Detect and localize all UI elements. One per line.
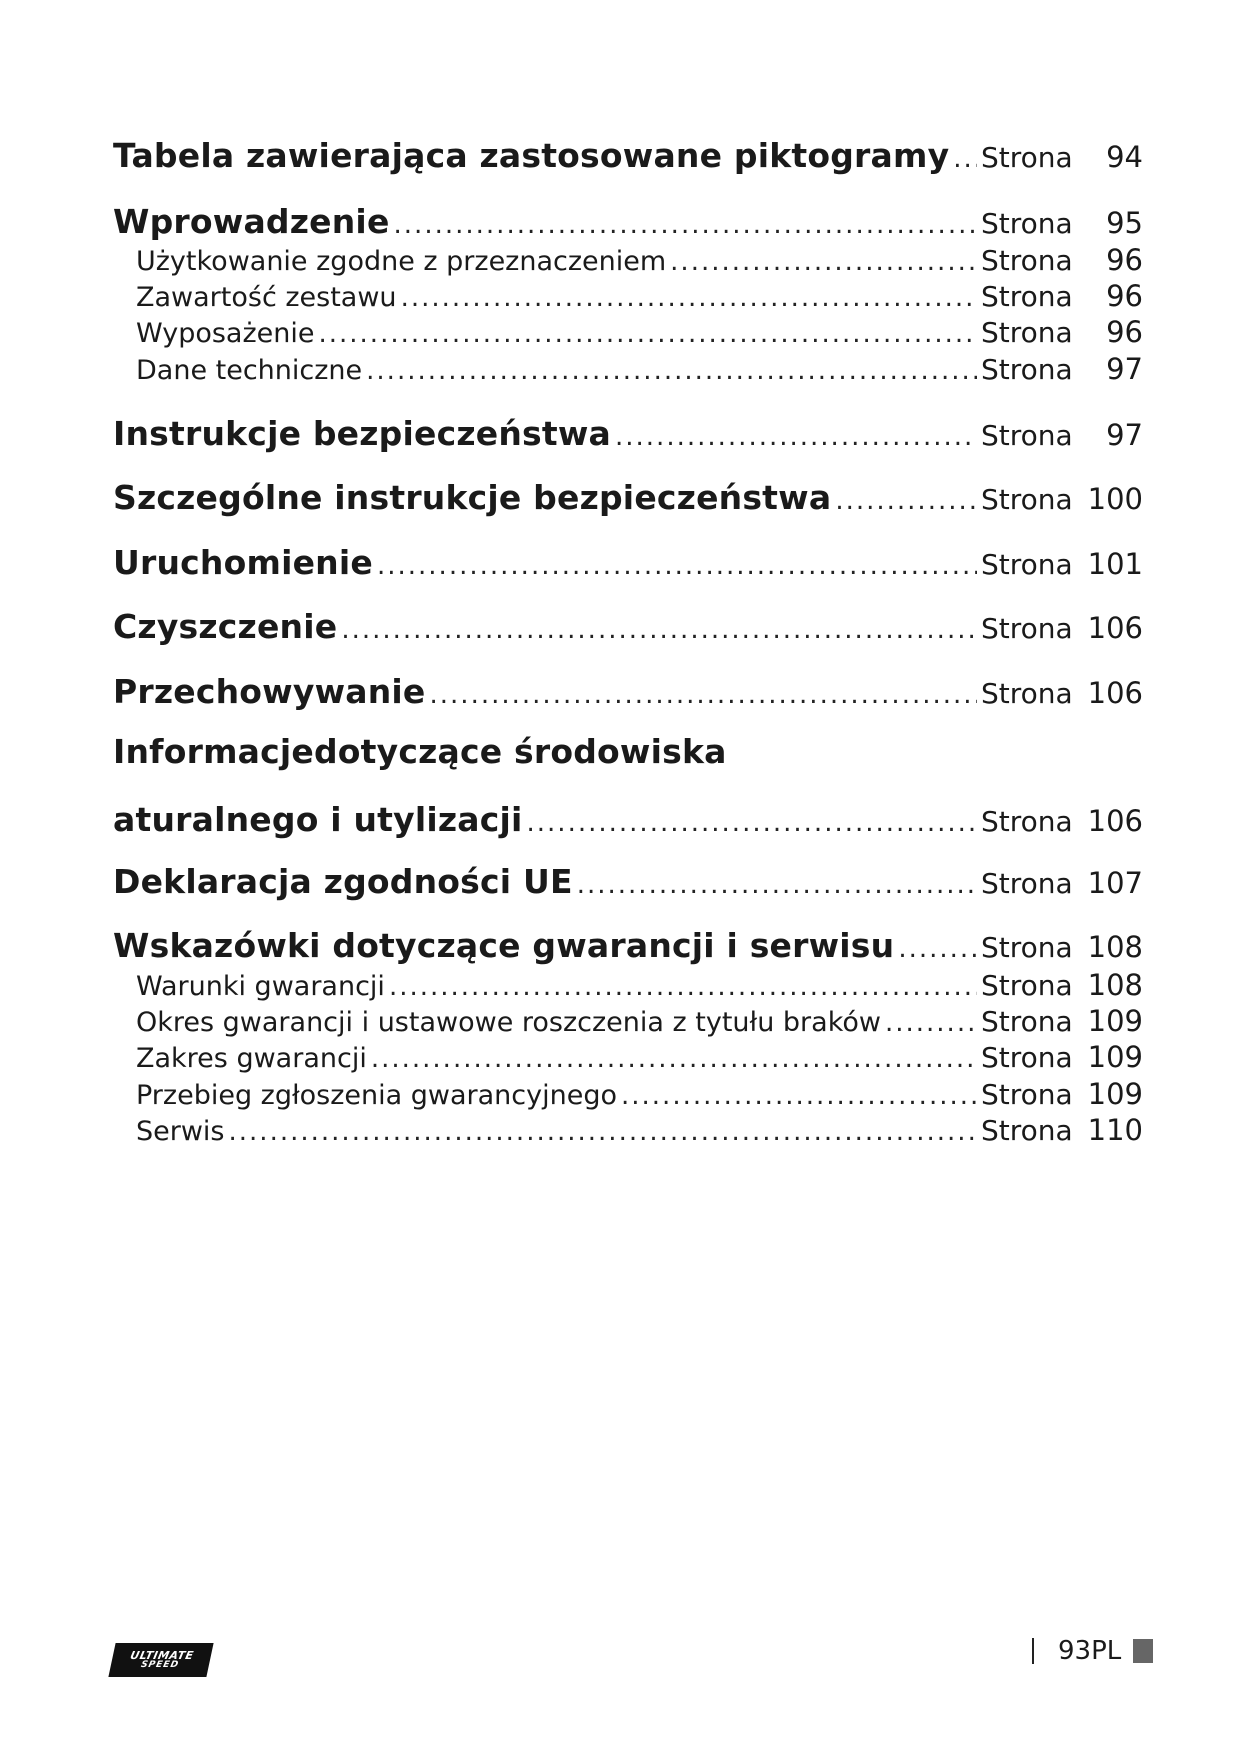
toc-title: Dane techniczne xyxy=(136,355,363,386)
toc-title: Serwis xyxy=(136,1116,225,1147)
toc-title: Przebieg zgłoszenia gwarancyjnego xyxy=(136,1080,617,1111)
leader-dots xyxy=(401,283,977,313)
logo-text-bottom: SPEED xyxy=(139,1660,180,1670)
leader-dots xyxy=(670,247,977,277)
page-separator xyxy=(1032,1638,1034,1664)
leader-dots xyxy=(341,615,977,645)
toc-label: Strona xyxy=(981,612,1073,645)
toc-label: Strona xyxy=(981,867,1073,900)
toc-page: 106 xyxy=(1087,804,1143,838)
leader-dots xyxy=(577,870,977,900)
toc-title: Czyszczenie xyxy=(113,607,338,646)
logo-text-top: ULTIMATE xyxy=(128,1649,195,1662)
toc-label: Strona xyxy=(981,1005,1073,1038)
toc-title: Deklaracja zgodności UE xyxy=(113,862,573,901)
toc-page: 100 xyxy=(1087,482,1143,516)
leader-dots xyxy=(615,422,977,452)
toc-row[interactable] xyxy=(113,926,1143,965)
toc-title: Zawartość zestawu xyxy=(136,282,397,313)
toc-title: Wskazówki dotyczące gwarancji i serwisu xyxy=(113,926,895,965)
toc-row[interactable] xyxy=(136,1040,1143,1074)
toc-page: 110 xyxy=(1087,1113,1143,1147)
toc-label: Strona xyxy=(981,483,1073,516)
leader-dots xyxy=(318,319,977,349)
toc-row[interactable] xyxy=(113,800,1143,839)
leader-dots xyxy=(229,1117,977,1147)
toc-title: Zakres gwarancji xyxy=(136,1043,367,1074)
toc-title: Wyposażenie xyxy=(136,318,315,349)
toc-page: 96 xyxy=(1106,243,1143,277)
toc-label: Strona xyxy=(981,1114,1073,1147)
toc-row[interactable] xyxy=(113,478,1143,517)
toc-label: Strona xyxy=(981,244,1073,277)
toc-row[interactable] xyxy=(136,1113,1143,1147)
leader-dots xyxy=(389,972,977,1002)
toc-title: Uruchomienie xyxy=(113,543,373,582)
toc-label: Strona xyxy=(981,969,1073,1002)
toc-row[interactable] xyxy=(136,968,1143,1002)
page-marker-box xyxy=(1133,1639,1153,1663)
toc-title: Instrukcje bezpieczeństwa xyxy=(113,414,611,453)
toc-page: 106 xyxy=(1087,676,1143,710)
leader-dots xyxy=(371,1044,977,1074)
toc-page: 97 xyxy=(1106,352,1143,386)
toc-label: Strona xyxy=(981,316,1073,349)
toc-title: Przechowywanie xyxy=(113,672,426,711)
leader-dots xyxy=(953,144,977,174)
toc-label: Strona xyxy=(981,1041,1073,1074)
leader-dots xyxy=(527,808,977,838)
toc-page: 108 xyxy=(1087,968,1143,1002)
toc-page: 101 xyxy=(1087,547,1143,581)
toc-label: Strona xyxy=(981,931,1073,964)
toc-row[interactable] xyxy=(136,279,1143,313)
toc-row[interactable] xyxy=(113,672,1143,711)
toc-row[interactable] xyxy=(136,1004,1143,1038)
toc-title: Warunki gwarancji xyxy=(136,971,385,1002)
toc-title: Użytkowanie zgodne z przeznaczeniem xyxy=(136,246,667,277)
toc-label: Strona xyxy=(981,141,1073,174)
toc-label: Strona xyxy=(981,805,1073,838)
toc-row[interactable] xyxy=(136,315,1143,349)
toc-row[interactable] xyxy=(113,202,1143,241)
toc-label: Strona xyxy=(981,419,1073,452)
toc-page: 96 xyxy=(1106,315,1143,349)
page-number-text: 93PL xyxy=(1058,1636,1122,1666)
toc-page: 97 xyxy=(1106,418,1143,452)
leader-dots xyxy=(621,1081,977,1111)
toc-row[interactable] xyxy=(136,352,1143,386)
toc-title: Tabela zawierająca zastosowane piktogramy xyxy=(113,136,950,175)
toc-page: 109 xyxy=(1087,1004,1143,1038)
toc-page: 94 xyxy=(1106,140,1143,174)
toc-page: 108 xyxy=(1087,930,1143,964)
toc-label: Strona xyxy=(981,548,1073,581)
toc-title: Szczególne instrukcje bezpieczeństwa xyxy=(113,478,832,517)
leader-dots xyxy=(898,934,977,964)
toc-title: Okres gwarancji i ustawowe roszczenia z tytułu braków xyxy=(136,1007,881,1038)
toc-title: aturalnego i utylizacji xyxy=(113,800,523,839)
page-number xyxy=(1032,1636,1153,1666)
toc-label: Strona xyxy=(981,1078,1073,1111)
toc-label: Strona xyxy=(981,280,1073,313)
toc-row[interactable] xyxy=(136,243,1143,277)
toc-page: 107 xyxy=(1087,866,1143,900)
leader-dots xyxy=(835,486,977,516)
leader-dots xyxy=(366,356,977,386)
toc-page: 106 xyxy=(1087,611,1143,645)
toc-title: Wprowadzenie xyxy=(113,202,390,241)
toc-row[interactable] xyxy=(113,607,1143,646)
toc-row xyxy=(113,732,1143,771)
brand-logo xyxy=(108,1643,213,1677)
toc-page: 109 xyxy=(1087,1077,1143,1111)
leader-dots xyxy=(394,210,977,240)
toc-row[interactable] xyxy=(113,136,1143,175)
toc-label: Strona xyxy=(981,207,1073,240)
toc-title: Informacjedotyczące środowiska xyxy=(113,732,727,771)
toc-page: 109 xyxy=(1087,1040,1143,1074)
toc-page: 95 xyxy=(1106,206,1143,240)
toc-label: Strona xyxy=(981,677,1073,710)
toc-row[interactable] xyxy=(113,862,1143,901)
toc-row[interactable] xyxy=(136,1077,1143,1111)
leader-dots xyxy=(430,680,977,710)
toc-row[interactable] xyxy=(113,414,1143,453)
toc-label: Strona xyxy=(981,353,1073,386)
toc-row[interactable] xyxy=(113,543,1143,582)
leader-dots xyxy=(377,551,977,581)
leader-dots xyxy=(885,1008,977,1038)
toc-page: 96 xyxy=(1106,279,1143,313)
